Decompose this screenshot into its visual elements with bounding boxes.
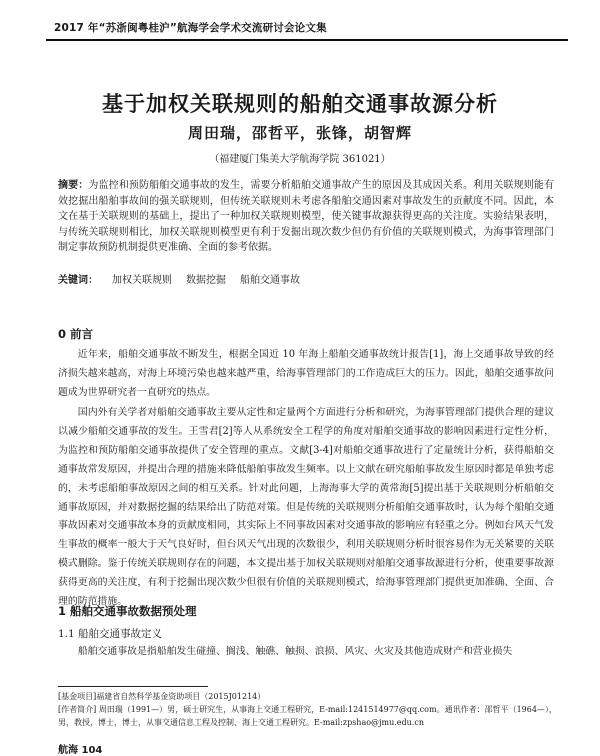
section1-paragraph: 船舶交通事故是指船舶发生碰撞、搁浅、触礁、触损、浪损、风灾、火灾及其他造成财产和营业损失 [77,646,513,657]
intro-paragraph-2: 国内外有关学者对船舶交通事故主要从定性和定量两个方面进行分析和研究，为海事管理部门提供合理的建议以减少船舶交通事故的发生。王雪君[2]等人从系统安全工程学的角度对船舶交通事故的影响因素进行定性分析，为监控和预防船舶交通事故提供了安全管理的重点。文献[3-4]对船舶交通事故进行了定量统计分析，获得船舶交通事故常发原因，并提出合理的措施来降低船舶事故发生频率。以上文献在研究船舶事故发生原因时都是单独考虑的，未考虑船舶事故原因之间的相互关系。针对此问题，上海海事大学的黄常海[5]提出基于关联规则分析船舶交通事故原因，并对数据挖掘的结果给出了防范对策。但是传统的关联规则分析船舶交通事故时，认为每个船舶交通事故因素对交通事故本身的贡献度相同，其实际上不同事故因素对交通事故的影响应有轻重之分。例如台风天气发生事故的概率一般大于天气良好时，但台风天气出现的次数很少，利用关联规则分析时很容易作为无关紧要的关联模式删除。鉴于传统关联规则存在的问题，本文提出基于加权关联规则对船舶交通事故源进行分析，使重要事故源获得更高的关注度，有利于挖掘出现次数少但很有价值的关联规则模式，给海事管理部门提供更加准确、全面、合理的防范措施。 [58,407,554,608]
abstract-label: 摘要： [58,180,89,191]
keyword: 加权关联规则 [112,275,172,286]
author-list: 周田瑞，邵哲平，张锋，胡智辉 [187,124,412,142]
page-number: 航海 104 [58,745,103,756]
intro-paragraph-1: 近年来，船舶交通事故不断发生，根据全国近 10 年海上船舶交通事故统计报告[1]，海上交通事故导致的经济损失越来越高，对海上环境污染也越来越严重，给海事管理部门的工作造成巨大的压力。因此，船舶交通事故问题成为世界研究者一直研究的热点。 [58,349,554,398]
keywords-label: 关键词： [58,275,98,286]
footnote-author-bio: [作者简介] 周田瑞（1991—）男，硕士研究生，从事海上交通工程研究，E-mail:1241514977@qq.com。通讯作者：邵哲平（1964—），男，教授，博士，博士，从事交通信息工程及控制、海上交通工程研究。E-mail:zpshao@jmu.edu.cn [58,705,557,727]
keyword: 船舶交通事故 [240,275,300,286]
affiliation: （福建厦门集美大学航海学院 361021） [209,154,391,165]
footnote-funding: [基金项目]福建省自然科学基金资助项目（2015J01214） [58,692,266,701]
subsection-heading-1-1: 1.1 船舶交通事故定义 [58,628,163,640]
section-heading-1: 1 船舶交通事故数据预处理 [58,604,197,618]
paper-title: 基于加权关联规则的船舶交通事故源分析 [102,92,498,116]
footnote-rule [58,686,208,687]
keyword: 数据挖掘 [186,275,226,286]
header-rule [46,39,568,41]
section-heading-intro: 0 前言 [58,327,94,341]
keywords [58,271,554,286]
abstract-text: 为监控和预防船舶交通事故的发生，需要分析船舶交通事故产生的原因及其成因关系。利用关联规则能有效挖掘出船舶事故间的强关联规则，但传统关联规则未考虑各船舶交通因素对事故发生的贡献度不同。因此，本文在基于关联规则的基础上，提出了一种加权关联规则模型，使关键事故源获得更高的关注度。实验结果表明，与传统关联规则相比，加权关联规则模型更有利于发掘出现次数少但仍有价值的关联规则模式，为海事管理部门制定事故预防机制提供更准确、全面的参考依据。 [58,180,554,254]
abstract [58,178,554,256]
running-header: 2017 年“苏浙闽粤桂沪”航海学会学术交流研讨会论文集 [54,22,327,34]
